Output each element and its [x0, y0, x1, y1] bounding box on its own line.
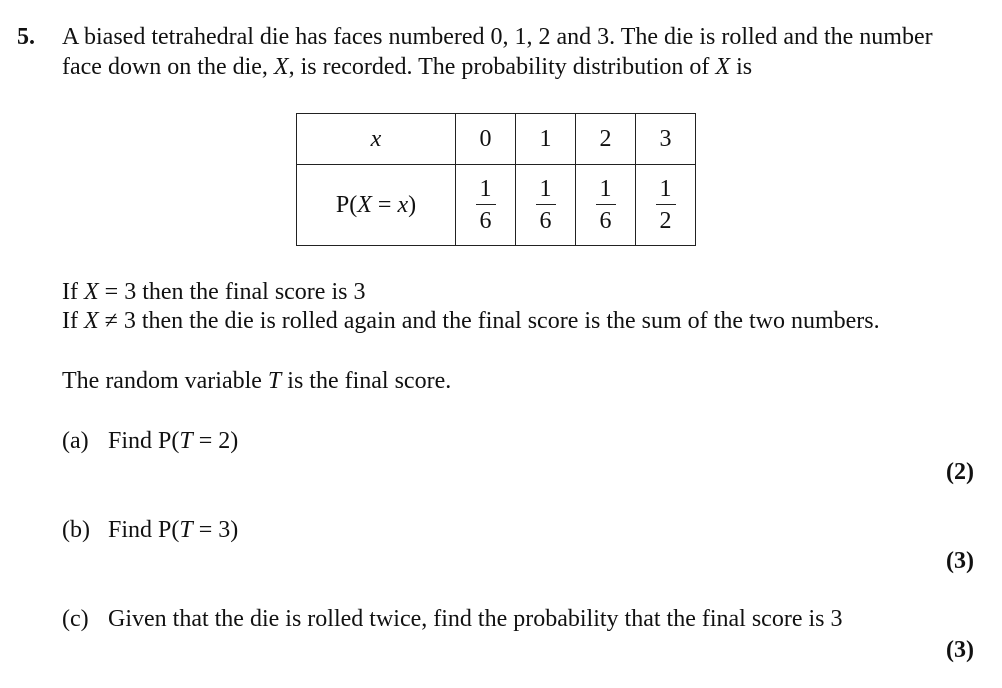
table-cell-value: 3 — [636, 114, 696, 165]
fraction — [476, 177, 496, 233]
fraction-numerator: 1 — [476, 177, 496, 205]
table-cell-probability — [516, 165, 576, 246]
rule-line-2 — [62, 308, 880, 335]
table-row — [297, 165, 696, 246]
probability-distribution-table — [296, 113, 696, 246]
fraction-denominator: 6 — [599, 208, 612, 234]
part-b-question — [108, 517, 238, 544]
intro-text: face down on the die, — [62, 54, 274, 80]
prob-variable: x — [397, 191, 409, 218]
rule-line-1 — [62, 279, 365, 306]
table-cell-probability — [636, 165, 696, 246]
question-number: 5. — [17, 24, 35, 50]
variable-x: X — [83, 279, 99, 305]
fraction — [656, 177, 676, 233]
variable-x: X — [83, 308, 99, 334]
fraction-numerator: 1 — [596, 177, 616, 205]
fraction-denominator: 6 — [539, 208, 552, 234]
table-cell-probability — [456, 165, 516, 246]
part-text: = 3) — [192, 517, 239, 543]
rv-text: The random variable — [62, 368, 268, 394]
table-row — [297, 114, 696, 165]
part-c-marks: (3) — [946, 637, 974, 663]
intro-text: , is recorded. The probability distribution of — [288, 54, 716, 80]
intro-text: is — [730, 54, 753, 80]
part-text: = 2) — [192, 428, 239, 454]
table-cell-probability — [576, 165, 636, 246]
table-cell-value: 2 — [576, 114, 636, 165]
prob-text: P( — [335, 191, 358, 218]
intro-line-2 — [62, 54, 752, 81]
fraction-denominator: 6 — [479, 208, 492, 234]
random-variable-definition — [62, 368, 451, 395]
table-header-x: x — [297, 114, 456, 165]
part-c-label: (c) — [62, 606, 89, 632]
part-text: Find P( — [108, 428, 180, 454]
part-text: Find P( — [108, 517, 180, 543]
fraction-numerator: 1 — [536, 177, 556, 205]
table-cell-value: 0 — [456, 114, 516, 165]
variable-x: X — [273, 54, 289, 80]
variable-t: T — [179, 517, 193, 543]
rule-text: = 3 then the final score is 3 — [98, 279, 366, 305]
rule-text: ≠ 3 then the die is rolled again and the final score is the sum of the two numbers. — [98, 308, 880, 334]
part-b-label: (b) — [62, 517, 90, 543]
part-b-marks: (3) — [946, 548, 974, 574]
prob-variable: X — [357, 191, 372, 218]
fraction-denominator: 2 — [659, 208, 672, 234]
fraction-numerator: 1 — [656, 177, 676, 205]
part-a-question — [108, 428, 238, 455]
prob-text: = — [371, 191, 398, 218]
rule-text: If — [62, 279, 84, 305]
intro-line-1: A biased tetrahedral die has faces numbered 0, 1, 2 and 3. The die is rolled and the number — [62, 24, 933, 50]
variable-x: X — [715, 54, 731, 80]
part-a-label: (a) — [62, 428, 89, 454]
table-cell-value: 1 — [516, 114, 576, 165]
prob-text: ) — [408, 191, 417, 218]
variable-t: T — [179, 428, 193, 454]
variable-t: T — [267, 368, 282, 394]
rv-text: is the final score. — [281, 368, 452, 394]
rule-text: If — [62, 308, 84, 334]
table-header-probability — [297, 165, 456, 246]
fraction — [596, 177, 616, 233]
fraction — [536, 177, 556, 233]
part-a-marks: (2) — [946, 459, 974, 485]
part-c-question: Given that the die is rolled twice, find the probability that the final score is 3 — [108, 606, 843, 632]
